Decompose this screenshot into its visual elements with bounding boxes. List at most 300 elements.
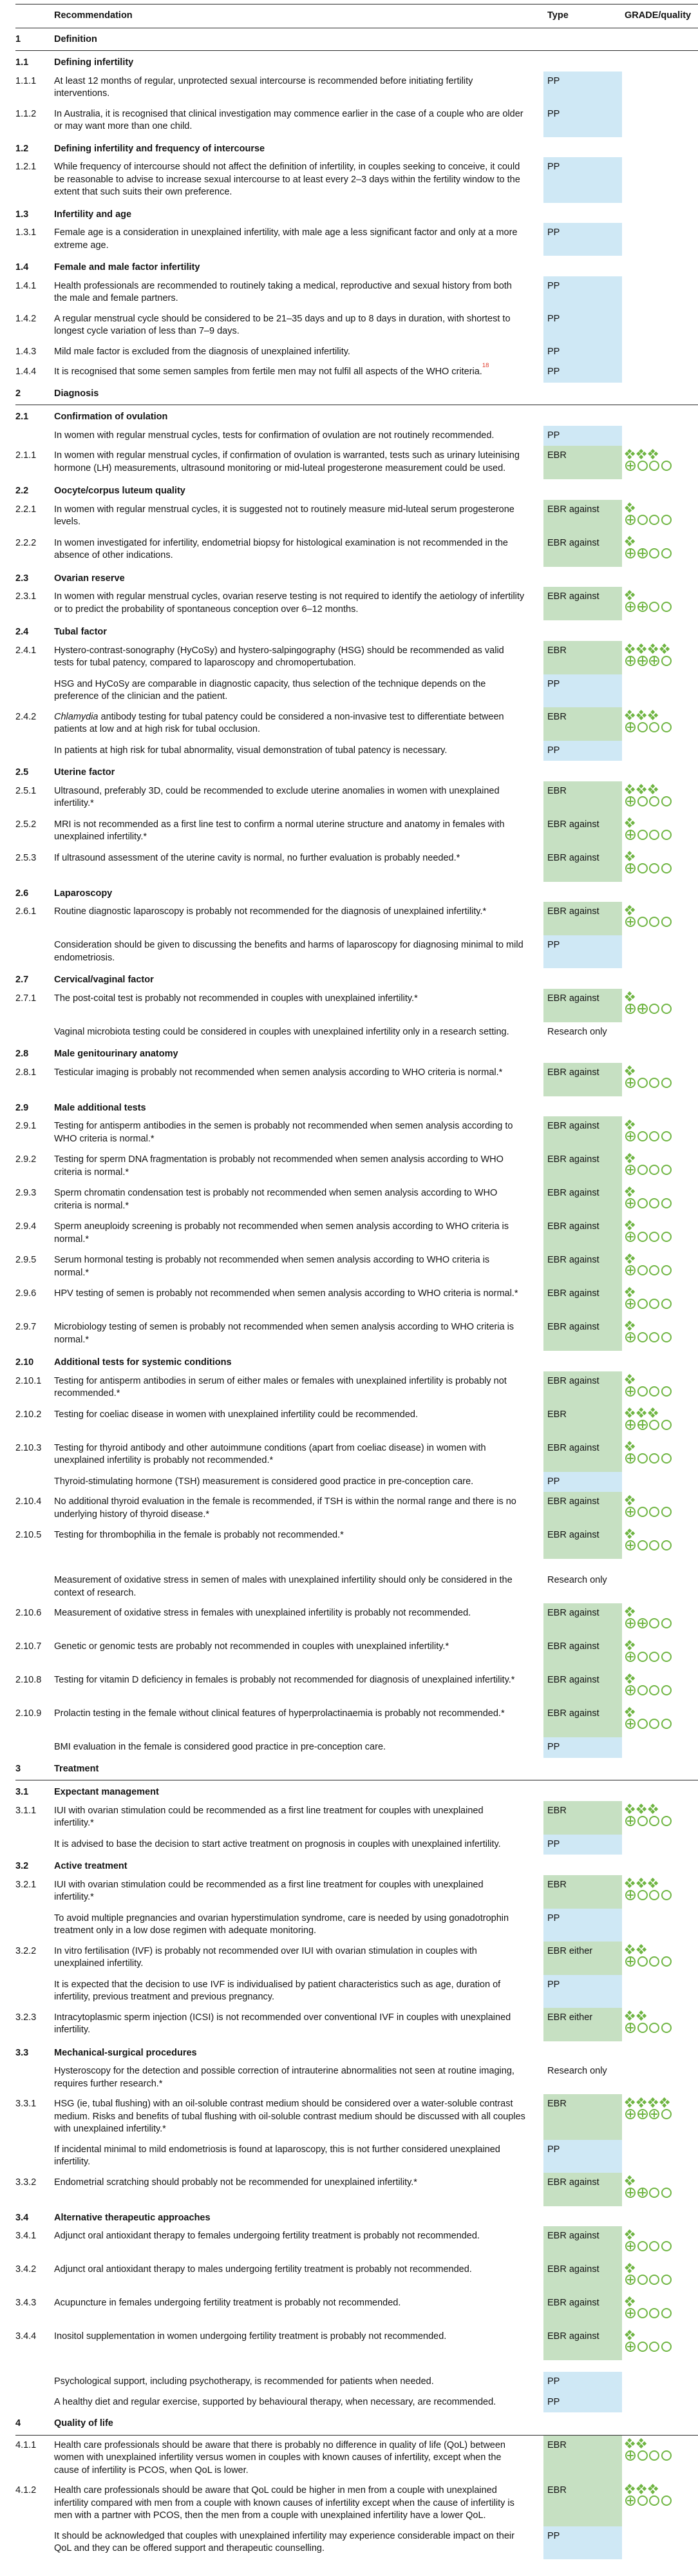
type-cell bbox=[543, 2008, 622, 2041]
strength-diamond-icon bbox=[625, 504, 634, 513]
row-number: 3.4.4 bbox=[15, 2331, 37, 2342]
table-row bbox=[15, 223, 698, 256]
grade-cell bbox=[622, 767, 698, 779]
quality-circles bbox=[625, 1198, 698, 1208]
row-number: 1.2 bbox=[15, 143, 29, 154]
recommendation-text: Testing for vitamin D deficiency in females is probably not recommended for diagnosis of unexplained infertility.* bbox=[54, 1675, 515, 1685]
row-number: 1 bbox=[15, 33, 21, 44]
quality-circle-empty-icon bbox=[637, 1956, 648, 1967]
quality-circle-empty-icon bbox=[661, 1386, 672, 1397]
quality-circle-empty-icon bbox=[661, 515, 672, 525]
strength-diamonds bbox=[625, 711, 698, 720]
quality-circle-empty-icon bbox=[637, 1265, 648, 1275]
strength-diamond-icon bbox=[625, 645, 634, 654]
recommendation-text: A healthy diet and regular exercise, supported by behavioural therapy, when necessary, are recommended. bbox=[54, 2396, 496, 2407]
type-label: EBR against bbox=[547, 1675, 599, 1685]
strength-diamond-icon bbox=[637, 2485, 646, 2494]
quality-circle-filled-icon bbox=[625, 2023, 636, 2033]
table-row bbox=[15, 342, 698, 363]
quality-circle-filled-icon bbox=[625, 2109, 636, 2119]
quality-circle-empty-icon bbox=[649, 1131, 659, 1141]
type-label: EBR either bbox=[547, 1945, 593, 1956]
type-label: PP bbox=[547, 313, 560, 324]
table-row bbox=[15, 2327, 698, 2360]
type-label: EBR against bbox=[547, 1641, 599, 1652]
strength-diamond-icon bbox=[648, 711, 657, 720]
row-number: 2.7 bbox=[15, 975, 29, 985]
quality-circle-empty-icon bbox=[637, 1332, 648, 1342]
quality-circle-empty-icon bbox=[661, 1685, 672, 1695]
section-title: Active treatment bbox=[54, 1861, 127, 1871]
type-label: PP bbox=[547, 1979, 560, 1990]
strength-diamonds bbox=[625, 537, 698, 546]
quality-circle-empty-icon bbox=[649, 1198, 659, 1208]
grade-cell bbox=[622, 2173, 698, 2206]
grade-cell bbox=[622, 2418, 698, 2430]
section-title: Defining infertility and frequency of intercourse bbox=[54, 143, 265, 154]
strength-diamond-icon bbox=[637, 785, 646, 794]
recommendation-text: Measurement of oxidative stress in females with unexplained infertility is probably not recommended. bbox=[54, 1608, 471, 1618]
quality-circle-empty-icon bbox=[649, 1232, 659, 1242]
quality-circle-filled-icon bbox=[625, 1420, 636, 1430]
grade-cell bbox=[622, 1063, 698, 1096]
grade-cell bbox=[622, 1525, 698, 1559]
strength-diamonds bbox=[625, 1879, 698, 1888]
type-cell bbox=[543, 1063, 622, 1096]
grade-cell bbox=[622, 1875, 698, 1909]
row-number: 2.2.1 bbox=[15, 504, 37, 515]
table-row bbox=[15, 1438, 698, 1472]
grade-cell bbox=[622, 33, 698, 46]
section-row bbox=[15, 51, 698, 72]
grade-cell bbox=[622, 1801, 698, 1835]
strength-diamonds bbox=[625, 1288, 698, 1297]
table-row bbox=[15, 104, 698, 137]
row-number bbox=[15, 1975, 54, 2008]
grade-cell bbox=[622, 1860, 698, 1873]
row-number: 1.3 bbox=[15, 209, 29, 220]
section-title: Cervical/vaginal factor bbox=[54, 975, 154, 985]
row-number: 3 bbox=[15, 1763, 21, 1774]
row-number: 2.10.2 bbox=[15, 1409, 42, 1420]
grade-cell bbox=[622, 1022, 698, 1043]
quality-circle-filled-icon bbox=[625, 548, 636, 558]
quality-circle-empty-icon bbox=[661, 1165, 672, 1175]
quality-circle-empty-icon bbox=[637, 1540, 648, 1550]
strength-diamond-icon bbox=[625, 1945, 634, 1954]
row-number bbox=[15, 2372, 54, 2392]
quality-circle-empty-icon bbox=[649, 1890, 659, 1900]
strength-diamond-icon bbox=[648, 1805, 657, 1814]
recommendation-text: Testing for antisperm antibodies in the semen is probably not recommended when semen analysis according to WHO criteria is normal.* bbox=[54, 1121, 513, 1144]
quality-circle-empty-icon bbox=[649, 796, 659, 806]
quality-circles bbox=[625, 461, 698, 471]
grade-cell bbox=[622, 411, 698, 424]
quality-circle-empty-icon bbox=[637, 2275, 648, 2285]
section-title: Female and male factor infertility bbox=[54, 262, 200, 272]
quality-circle-empty-icon bbox=[637, 1165, 648, 1175]
recommendation-text: If ultrasound assessment of the uterine cavity is normal, no further evaluation is probably needed.* bbox=[54, 852, 460, 863]
type-label: EBR against bbox=[547, 1188, 599, 1198]
section-title: Additional tests for systemic conditions bbox=[54, 1357, 232, 1368]
grade-cell bbox=[622, 1250, 698, 1284]
quality-circle-empty-icon bbox=[637, 1131, 648, 1141]
type-cell bbox=[543, 641, 622, 674]
type-label: PP bbox=[547, 1913, 560, 1923]
table-row bbox=[15, 2481, 698, 2526]
recommendation-text: Hysteroscopy for the detection and possible correction of intrauterine abnormalities not seen at routine imaging, requires further research.* bbox=[54, 2066, 514, 2089]
table-row bbox=[15, 157, 698, 203]
row-number: 1.4 bbox=[15, 262, 29, 272]
table-row bbox=[15, 1909, 698, 1942]
type-cell bbox=[543, 33, 622, 46]
recommendation-text: Adjunct oral antioxidant therapy to females undergoing fertility treatment is probably not recommended. bbox=[54, 2231, 480, 2241]
section-title: Male genitourinary anatomy bbox=[54, 1049, 178, 1059]
quality-circle-empty-icon bbox=[649, 2188, 659, 2198]
table-row bbox=[15, 1492, 698, 1525]
type-label: EBR against bbox=[547, 819, 599, 830]
grade-cell bbox=[622, 2327, 698, 2360]
strength-diamonds bbox=[625, 2297, 698, 2306]
type-cell bbox=[543, 1217, 622, 1250]
strength-diamonds bbox=[625, 1154, 698, 1163]
quality-circle-empty-icon bbox=[649, 1332, 659, 1342]
strength-diamond-icon bbox=[625, 1674, 634, 1683]
table-row bbox=[15, 1217, 698, 1250]
grade-cell bbox=[622, 935, 698, 968]
recommendation-text: Health professionals are recommended to routinely taking a medical, reproductive and sexual history from both the male and female partners. bbox=[54, 280, 512, 303]
type-cell bbox=[543, 1048, 622, 1061]
type-label: EBR against bbox=[547, 2298, 599, 2308]
type-label: EBR against bbox=[547, 993, 599, 1004]
quality-circle-empty-icon bbox=[637, 1719, 648, 1729]
row-number: 2.9.3 bbox=[15, 1188, 37, 1198]
row-number: 4.1.1 bbox=[15, 2439, 37, 2450]
strength-diamonds bbox=[625, 504, 698, 513]
grade-cell bbox=[622, 1909, 698, 1942]
quality-circle-empty-icon bbox=[661, 1652, 672, 1662]
grade-cell bbox=[622, 1942, 698, 1975]
type-cell bbox=[543, 741, 622, 761]
type-cell bbox=[543, 1570, 622, 1603]
quality-circle-filled-icon bbox=[625, 1816, 636, 1826]
quality-circle-empty-icon bbox=[649, 1507, 659, 1517]
header-recommendation: Recommendation bbox=[54, 10, 133, 21]
row-number: 1.3.1 bbox=[15, 227, 37, 238]
strength-diamonds bbox=[625, 2331, 698, 2340]
table-row bbox=[15, 587, 698, 620]
table-row bbox=[15, 533, 698, 567]
recommendation-text: Chlamydia antibody testing for tubal patency could be considered a non-invasive test to differentiate between patients at low and at high risk for tubal occlusion. bbox=[54, 711, 504, 734]
grade-cell bbox=[622, 1763, 698, 1776]
quality-circle-empty-icon bbox=[637, 515, 648, 525]
strength-diamonds bbox=[625, 1254, 698, 1263]
header-type: Type bbox=[547, 10, 569, 21]
quality-circle-empty-icon bbox=[649, 1816, 659, 1826]
row-number: 2.9.1 bbox=[15, 1121, 37, 1131]
strength-diamond-icon bbox=[625, 2230, 634, 2239]
row-number: 2.2 bbox=[15, 486, 29, 496]
grade-cell bbox=[622, 1183, 698, 1217]
type-label: EBR against bbox=[547, 906, 599, 917]
strength-diamond-icon bbox=[625, 1067, 634, 1076]
quality-circles bbox=[625, 1652, 698, 1662]
type-cell bbox=[543, 2418, 622, 2430]
type-cell bbox=[543, 902, 622, 935]
table-row bbox=[15, 72, 698, 104]
chapter-row bbox=[15, 28, 698, 52]
quality-circle-filled-icon bbox=[625, 917, 636, 927]
type-cell bbox=[543, 2526, 622, 2559]
strength-diamond-icon bbox=[637, 2012, 646, 2021]
quality-circles bbox=[625, 1956, 698, 1967]
quality-circle-filled-icon bbox=[649, 2109, 659, 2119]
strength-diamond-icon bbox=[625, 1187, 634, 1196]
recommendation-text: Prolactin testing in the female without clinical features of hyperprolactinaemia is probably not recommended.* bbox=[54, 1708, 505, 1719]
quality-circle-filled-icon bbox=[625, 1198, 636, 1208]
table-row bbox=[15, 276, 698, 309]
strength-diamonds bbox=[625, 1945, 698, 1954]
type-label: PP bbox=[547, 1476, 560, 1487]
strength-diamond-icon bbox=[625, 906, 634, 915]
quality-circle-filled-icon bbox=[625, 1332, 636, 1342]
row-number bbox=[15, 1022, 54, 1043]
quality-circle-filled-icon bbox=[625, 656, 636, 666]
strength-diamond-icon bbox=[625, 2439, 634, 2448]
type-cell bbox=[543, 1637, 622, 1670]
strength-diamonds bbox=[625, 1409, 698, 1418]
recommendation-text: Adjunct oral antioxidant therapy to males undergoing fertility treatment is probably not recommended. bbox=[54, 2264, 472, 2275]
grade-cell bbox=[622, 2260, 698, 2293]
table-row bbox=[15, 1670, 698, 1704]
quality-circle-empty-icon bbox=[661, 1453, 672, 1464]
recommendation-text: In women with regular menstrual cycles, if confirmation of ovulation is warranted, tests such as urinary luteinising hormone (LH) measurements, ultrasound monitoring or mid-luteal progesterone measurement could be used. bbox=[54, 450, 520, 473]
table-row bbox=[15, 2008, 698, 2041]
quality-circles bbox=[625, 2450, 698, 2461]
quality-circle-filled-icon bbox=[625, 2188, 636, 2198]
row-number: 2.4 bbox=[15, 627, 29, 637]
table-row bbox=[15, 1371, 698, 1405]
type-label: EBR against bbox=[547, 1221, 599, 1232]
row-number: 3.3.1 bbox=[15, 2099, 37, 2109]
grade-cell bbox=[622, 1637, 698, 1670]
quality-circle-filled-icon bbox=[625, 1265, 636, 1275]
quality-circle-empty-icon bbox=[637, 2023, 648, 2033]
recommendation-text: In women with regular menstrual cycles, it is suggested not to routinely measure mid-luteal serum progesterone levels. bbox=[54, 504, 514, 527]
grade-cell bbox=[622, 446, 698, 479]
grade-cell bbox=[622, 2526, 698, 2559]
type-cell bbox=[543, 989, 622, 1022]
type-cell bbox=[543, 1786, 622, 1799]
row-number: 1.4.3 bbox=[15, 346, 37, 357]
row-number: 3.1.1 bbox=[15, 1805, 37, 1816]
quality-circle-empty-icon bbox=[637, 461, 648, 471]
quality-circles bbox=[625, 602, 698, 612]
grade-cell bbox=[622, 342, 698, 363]
grade-cell bbox=[622, 902, 698, 935]
row-number: 2.10.7 bbox=[15, 1641, 42, 1652]
quality-circles bbox=[625, 1299, 698, 1309]
table-row bbox=[15, 781, 698, 815]
type-label: EBR bbox=[547, 1409, 567, 1420]
row-number: 2.10.9 bbox=[15, 1708, 42, 1719]
row-number: 1.4.2 bbox=[15, 313, 37, 324]
quality-circle-filled-icon bbox=[625, 1685, 636, 1695]
quality-circle-empty-icon bbox=[637, 1078, 648, 1088]
type-label: EBR against bbox=[547, 1442, 599, 1453]
quality-circle-empty-icon bbox=[649, 863, 659, 873]
table-row bbox=[15, 426, 698, 446]
quality-circle-empty-icon bbox=[661, 1890, 672, 1900]
section-title: Mechanical-surgical procedures bbox=[54, 2047, 197, 2058]
recommendation-text: Serum hormonal testing is probably not recommended when semen analysis according to WHO criteria is normal.* bbox=[54, 1255, 490, 1278]
strength-diamond-icon bbox=[625, 1321, 634, 1330]
quality-circle-empty-icon bbox=[649, 2241, 659, 2251]
quality-circle-filled-icon bbox=[625, 1131, 636, 1141]
strength-diamonds bbox=[625, 1529, 698, 1538]
grade-cell bbox=[622, 1317, 698, 1351]
grade-cell bbox=[622, 533, 698, 567]
table-row bbox=[15, 1317, 698, 1351]
table-row bbox=[15, 1063, 698, 1096]
quality-circles bbox=[625, 1078, 698, 1088]
strength-diamonds bbox=[625, 993, 698, 1002]
grade-cell bbox=[622, 2094, 698, 2140]
strength-diamond-icon bbox=[625, 1641, 634, 1650]
grade-cell bbox=[622, 72, 698, 104]
type-cell bbox=[543, 2094, 622, 2140]
recommendation-text: In Australia, it is recognised that clinical investigation may commence earlier in the case of a couple who are older or may want more than one child. bbox=[54, 108, 524, 131]
strength-diamonds bbox=[625, 1442, 698, 1451]
grade-cell bbox=[622, 1438, 698, 1472]
row-number bbox=[15, 2392, 54, 2413]
quality-circle-empty-icon bbox=[637, 1232, 648, 1242]
type-cell bbox=[543, 1438, 622, 1472]
quality-circle-empty-icon bbox=[661, 2342, 672, 2352]
type-label: PP bbox=[547, 280, 560, 291]
grade-cell bbox=[622, 1102, 698, 1115]
recommendation-text: Testing for antisperm antibodies in serum of either males or females with unexplained infertility is probably not recommended.* bbox=[54, 1375, 507, 1398]
strength-diamond-icon bbox=[625, 1154, 634, 1163]
type-label: Research only bbox=[547, 1026, 607, 1037]
quality-circle-filled-icon bbox=[625, 1453, 636, 1464]
table-row bbox=[15, 1405, 698, 1438]
strength-diamond-icon bbox=[648, 2485, 657, 2494]
quality-circles bbox=[625, 796, 698, 806]
quality-circle-empty-icon bbox=[649, 1004, 659, 1014]
table-row bbox=[15, 1472, 698, 1493]
quality-circle-filled-icon bbox=[625, 1078, 636, 1088]
type-cell bbox=[543, 388, 622, 401]
grade-cell bbox=[622, 1603, 698, 1637]
strength-diamond-icon bbox=[625, 537, 634, 546]
recommendation-text: Sperm chromatin condensation test is probably not recommended when semen analysis according to WHO criteria is normal.* bbox=[54, 1188, 498, 1211]
strength-diamond-icon bbox=[648, 645, 657, 654]
strength-diamonds bbox=[625, 2485, 698, 2494]
strength-diamond-icon bbox=[625, 819, 634, 828]
type-cell bbox=[543, 362, 622, 383]
strength-diamond-icon bbox=[648, 785, 657, 794]
type-cell bbox=[543, 573, 622, 586]
section-title: Oocyte/corpus luteum quality bbox=[54, 486, 185, 496]
quality-circles bbox=[625, 1540, 698, 1550]
recommendation-text: Testing for sperm DNA fragmentation is probably not recommended when semen analysis according to WHO criteria is normal.* bbox=[54, 1154, 504, 1178]
quality-circle-empty-icon bbox=[661, 548, 672, 558]
row-number bbox=[15, 674, 54, 707]
grade-cell bbox=[622, 262, 698, 274]
row-number: 3.4.2 bbox=[15, 2264, 37, 2275]
grade-cell bbox=[622, 157, 698, 203]
reference-superscript: 18 bbox=[482, 362, 489, 370]
section-row bbox=[15, 405, 698, 426]
type-cell bbox=[543, 1150, 622, 1183]
type-cell bbox=[543, 1525, 622, 1559]
type-cell bbox=[543, 2392, 622, 2413]
type-label: EBR bbox=[547, 645, 567, 656]
row-number bbox=[15, 1737, 54, 1758]
recommendation-text: Ultrasound, preferably 3D, could be recommended to exclude uterine anomalies in women with unexplained infertility.* bbox=[54, 785, 500, 808]
type-label: EBR bbox=[547, 450, 567, 461]
grade-cell bbox=[622, 223, 698, 256]
type-cell bbox=[543, 1492, 622, 1525]
grade-cell bbox=[622, 1975, 698, 2008]
row-number: 3.2.3 bbox=[15, 2012, 37, 2023]
type-cell bbox=[543, 1975, 622, 2008]
row-number: 2.9.5 bbox=[15, 1255, 37, 1265]
grade-cell bbox=[622, 2481, 698, 2526]
quality-circles bbox=[625, 1719, 698, 1729]
row-number: 2 bbox=[15, 388, 21, 399]
quality-circle-empty-icon bbox=[637, 1299, 648, 1309]
quality-circle-empty-icon bbox=[649, 1540, 659, 1550]
strength-diamond-icon bbox=[637, 450, 646, 459]
row-number: 3.3 bbox=[15, 2047, 29, 2058]
strength-diamonds bbox=[625, 1321, 698, 1330]
strength-diamond-icon bbox=[625, 1879, 634, 1888]
row-number: 1.4.4 bbox=[15, 367, 37, 377]
quality-circles bbox=[625, 1004, 698, 1014]
table-row bbox=[15, 1801, 698, 1835]
table-row bbox=[15, 1570, 698, 1603]
quality-circle-empty-icon bbox=[649, 1078, 659, 1088]
table-row bbox=[15, 2293, 698, 2327]
recommendation-text: HSG (ie, tubal flushing) with an oil-soluble contrast medium should be considered over a water-soluble contrast medium. Risks and benefits of tubal flushing with oil-soluble contrast medium should be discussed with all couples with unexplained infertility.* bbox=[54, 2099, 525, 2134]
grade-cell bbox=[622, 1357, 698, 1369]
strength-diamonds bbox=[625, 819, 698, 828]
grade-cell bbox=[622, 2226, 698, 2260]
quality-circles bbox=[625, 863, 698, 873]
quality-circle-empty-icon bbox=[661, 2308, 672, 2318]
grade-cell bbox=[622, 388, 698, 401]
type-label: EBR bbox=[547, 2099, 567, 2109]
quality-circle-filled-icon bbox=[625, 1232, 636, 1242]
recommendation-text: HSG and HyCoSy are comparable in diagnostic capacity, thus selection of the technique depends on the preference of the clinician and the patient. bbox=[54, 678, 486, 701]
quality-circles bbox=[625, 1507, 698, 1517]
type-cell bbox=[543, 2260, 622, 2293]
strength-diamond-icon bbox=[625, 1375, 634, 1384]
row-number bbox=[15, 935, 54, 968]
recommendation-text: In patients at high risk for tubal abnormality, visual demonstration of tubal patency is necessary. bbox=[54, 745, 448, 756]
row-number bbox=[15, 1472, 54, 1493]
type-cell bbox=[543, 446, 622, 479]
row-number: 1.1 bbox=[15, 57, 29, 68]
table-row bbox=[15, 362, 698, 383]
row-number: 2.4.2 bbox=[15, 711, 37, 722]
quality-circle-filled-icon bbox=[637, 1004, 648, 1014]
recommendation-text: In women with regular menstrual cycles, ovarian reserve testing is not required to identify the aetiology of infertility or to predict the probability of spontaneous conception over 6–12 months. bbox=[54, 591, 525, 615]
grade-cell bbox=[622, 2061, 698, 2094]
recommendation-text: Sperm aneuploidy screening is probably not recommended when semen analysis according to WHO criteria is normal.* bbox=[54, 1221, 509, 1245]
